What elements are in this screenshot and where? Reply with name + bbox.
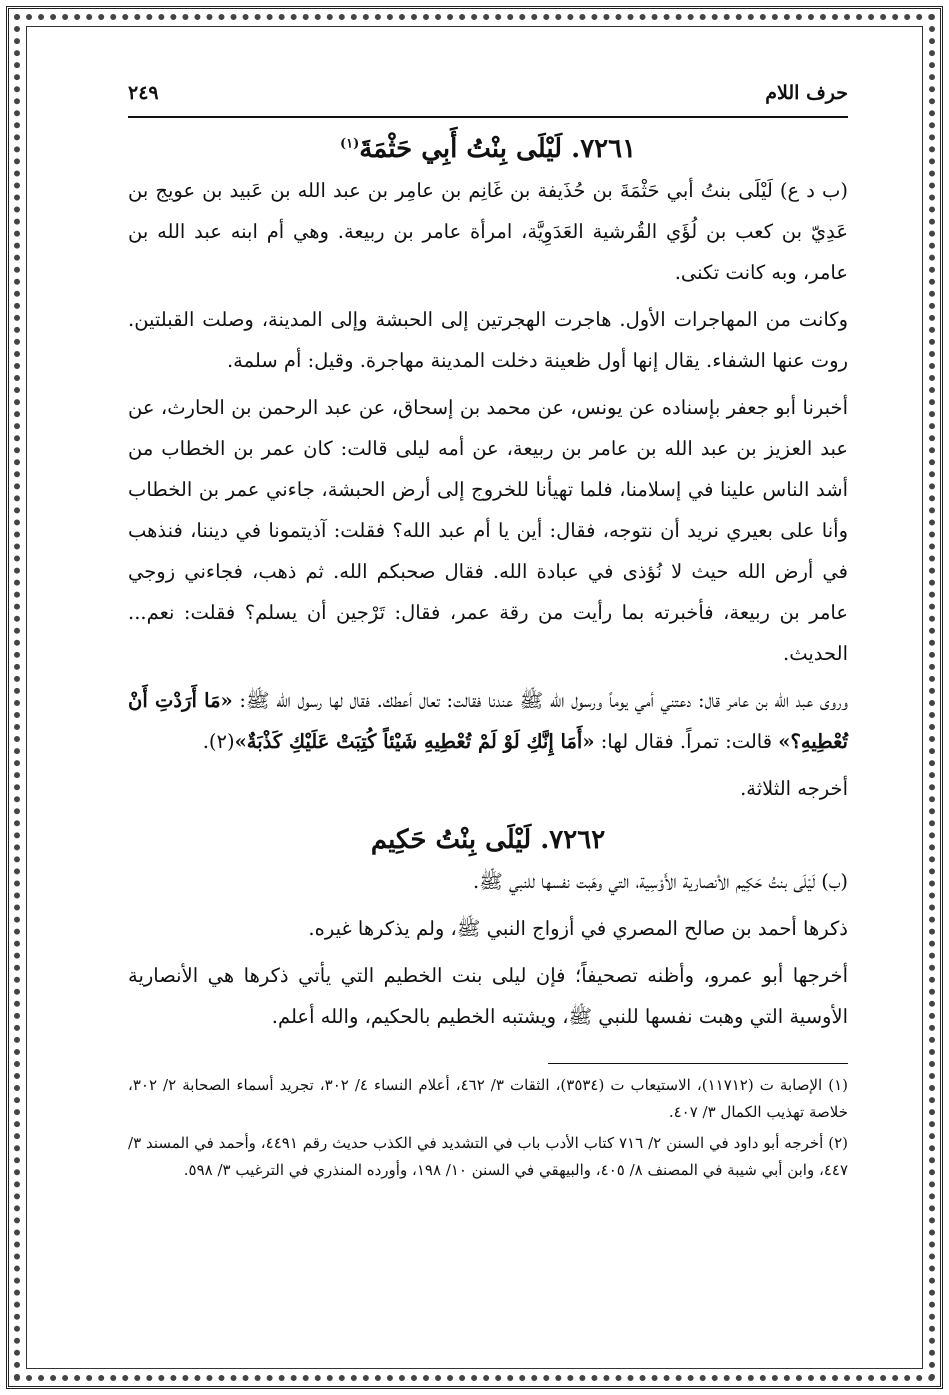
- footnote: (١) الإصابة ت (١١٧١٢)، الاستيعاب ت (٣٥٣٤)، الثقات ٣/ ٤٦٢، أعلام النساء ٤/ ٣٠٢، تجريد أسماء الصحابة ٢/ ٣٠٢، خلاصة تهذيب الكمال ٣/ ٤٠٧.: [128, 1076, 849, 1121]
- entry-heading-text: ٧٢٦٢. لَيْلَى بِنْتُ حَكِيم: [370, 825, 606, 855]
- footnote-ref: (٢).: [202, 730, 235, 753]
- entry-heading-7262: [128, 825, 848, 855]
- entry-paragraph: (ب د ع) لَيْلَى بنتُ أبي حَثْمَةَ بن حُذَيفة بن غَانِم بن عامِر بن عبد الله بن عَبيد بن عويج بن عَدِيّ بن كعب بن لُؤَي القُرشية العَدَوِيَّة، امرأة عامر بن ربيعة. وهي أم ابنه عبد الله بن عامر، وبه كانت تكنى.: [128, 179, 848, 284]
- hadith-quote: «مَا أَرَدْتِ أَنْ تُعْطِيهِ؟»: [128, 689, 848, 753]
- narration-text: قالت: تمراً. فقال لها:: [600, 730, 773, 753]
- entry-paragraph: أخبرنا أبو جعفر بإسناده عن يونس، عن محمد بن إسحاق، عن عبد الرحمن بن الحارث، عن عبد العزيز بن عبد الله بن عامر بن ربيعة، عن أمه ليلى قالت: كان عمر بن الخطاب من أشد الناس علينا في إسلامنا، فلما تهيأنا للخروج إلى أرض الحبشة، جاءني عمر بن الخطاب وأنا على بعيري نريد أن نتوجه، فقال: أين يا أم عبد الله؟ فقلت: آذيتمونا في ديننا، فنذهب في أرض الله حيث لا نُؤذى في عبادة الله. فقال صحبكم الله. ثم ذهب، فجاءني زوجي عامر بن ربيعة، فأخبرته بما رأيت من رقة عمر، فقال: تَرْجين أن يسلم؟ فقلت: نعم... الحديث.: [128, 396, 848, 665]
- chapter-title: حرف اللام: [765, 82, 848, 104]
- page-content: [128, 80, 848, 1188]
- footnote-ref: (١): [339, 136, 360, 152]
- footnote: (٢) أخرجه أبو داود في السنن ٢/ ٧١٦ كتاب الأدب باب في التشديد في الكذب حديث رقم ٤٤٩١، وأحمد في المسند ٣/ ٤٤٧، وابن أبي شيبة في المصنف ٨/ ٤٠٥، والبيهقي في السنن ١٠/ ١٩٨، وأورده المنذري في الترغيب ٣/ ٥٩٨.: [128, 1134, 848, 1179]
- page-number: ٢٤٩: [128, 82, 159, 104]
- entry-paragraph-hadith: [128, 680, 848, 762]
- narration-text: وروى عبد الله بن عامر قال: دعتني أمي يوماً ورسول الله ﷺ عندنا فقالت: تعال أعطك. فقال لها رسول الله ﷺ:: [239, 689, 849, 712]
- footnote-separator: [548, 1063, 848, 1064]
- entry-paragraph: أخرجه الثلاثة.: [740, 777, 848, 800]
- running-header: [128, 80, 848, 118]
- entry-paragraph: أخرجها أبو عمرو، وأظنه تصحيفاً؛ فإن ليلى بنت الخطيم التي يأتي ذكرها هي الأنصارية الأوسية التي وهبت نفسها للنبي ﷺ، ويشتبه الخطيم بالحكيم، والله أعلم.: [128, 964, 848, 1028]
- entry-heading-7261: [128, 134, 848, 164]
- entry-paragraph: وكانت من المهاجرات الأول. هاجرت الهجرتين إلى الحبشة وإلى المدينة، وصلت القبلتين. روت عنها الشفاء. يقال إنها أول ظعينة دخلت المدينة مهاجرة. وقيل: أم سلمة.: [128, 308, 848, 372]
- entry-paragraph: (ب) لَيْلَى بنتُ حَكِيم الأنصارية الأَوْسِية، التي وهَبت نفسها للنبي ﷺ.: [473, 870, 848, 893]
- hadith-quote: «أَمَا إِنَّكِ لَوْ لَمْ تُعْطِيهِ شَيْئاً كُتِبَتْ عَلَيْكِ كَذْبَةٌ»: [234, 730, 595, 753]
- entry-paragraph: ذكرها أحمد بن صالح المصري في أزواج النبي ﷺ، ولم يذكرها غيره.: [308, 917, 848, 940]
- entry-heading-text: ٧٢٦١. لَيْلَى بِنْتُ أَبِي حَثْمَةَ: [359, 134, 637, 164]
